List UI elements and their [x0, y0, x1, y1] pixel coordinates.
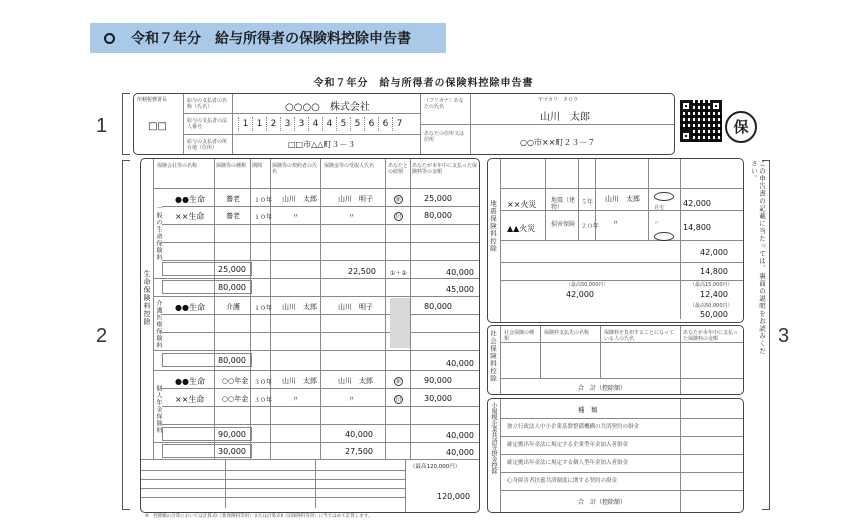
- your-name[interactable]: 山川 太郎: [540, 112, 590, 123]
- medical-holder[interactable]: 山川 太郎: [282, 303, 317, 311]
- pension-row1-period[interactable]: ３０年: [254, 379, 273, 386]
- quake-calc-max: （最高50,000円）: [566, 282, 609, 288]
- pension-row1-company[interactable]: ●●生命: [175, 377, 205, 386]
- medical-company[interactable]: ●●生命: [175, 303, 205, 312]
- social-header-payee: 保険料支払先の名称: [544, 330, 590, 336]
- payer-name-label: 給与の支払者の名称（氏名）: [187, 98, 228, 110]
- medical-recipient[interactable]: 山川 明子: [338, 303, 373, 311]
- bracket-1: [122, 93, 130, 155]
- quake-calc-a[interactable]: 42,000: [566, 290, 594, 299]
- life-section-label: 生命保険料控除: [143, 270, 151, 326]
- section-number-3: 3: [778, 325, 790, 347]
- life-column-header: あなたとの続柄: [388, 163, 409, 175]
- quake-row1-recipient[interactable]: 自宅: [654, 205, 665, 211]
- medical-period[interactable]: １０年: [254, 305, 273, 312]
- life-row1-type[interactable]: 養老: [226, 195, 240, 203]
- quake-row1-company[interactable]: ××火災: [507, 200, 537, 209]
- payer-number-label: 給与の支払者の法人番号: [187, 118, 228, 130]
- payer-number-digit[interactable]: 6: [364, 117, 378, 131]
- life-row2-company[interactable]: ××生命: [175, 212, 205, 221]
- earthquake-section-label: 地震保険料控除: [489, 200, 497, 253]
- quake-row1-type[interactable]: 地震（建物）: [551, 197, 576, 211]
- pension-label: 個人年金保険料: [155, 385, 162, 434]
- life-row1-amount[interactable]: 25,000: [424, 194, 452, 203]
- pension-calc[interactable]: 40,000: [345, 430, 373, 439]
- quake-row2-kind[interactable]: [654, 232, 674, 241]
- payer-address-label: 給与の支払者の所在地（住所）: [187, 139, 228, 151]
- form-title: 令和７年分 給与所得者の保険料控除申告書: [313, 78, 534, 89]
- life-row1-recipient[interactable]: 山川 明子: [338, 195, 373, 203]
- social-section-label: 社会保険料控除: [489, 330, 497, 383]
- social-header-amount: あなたが本年中に支払った保険料の金額: [683, 330, 739, 342]
- payer-number-digit[interactable]: 2: [266, 117, 280, 131]
- general-total[interactable]: 40,000: [446, 268, 474, 277]
- banner-title: 令和７年分 給与所得者の保険料控除申告書: [131, 31, 411, 47]
- life-row1-company[interactable]: ●●生命: [175, 195, 205, 204]
- life-row2-holder[interactable]: 〃: [292, 212, 299, 220]
- quake-row2-type[interactable]: 損害保険: [551, 221, 576, 228]
- pension-row2-type[interactable]: ○○年金: [222, 395, 249, 403]
- grand-total-max: （最高120,000円）: [410, 464, 461, 470]
- address-label: あなたの住所又は居所: [424, 131, 465, 143]
- life-column-header: 期間: [252, 163, 263, 169]
- medical-type[interactable]: 介護: [226, 303, 240, 311]
- pension-total-2[interactable]: 40,000: [446, 448, 474, 457]
- payer-number-digit[interactable]: 1: [238, 117, 252, 131]
- general-total-2[interactable]: 45,000: [446, 285, 474, 294]
- payer-name[interactable]: ○○○○ 株式会社: [285, 102, 370, 113]
- sb-item-1: 独立行政法人中小企業基盤整備機構の共済契約の掛金: [507, 424, 640, 430]
- payer-number-digit[interactable]: 4: [308, 117, 322, 131]
- quake-row1-kind[interactable]: [654, 192, 674, 201]
- bracket-2: [122, 160, 130, 510]
- payer-number-digit[interactable]: 5: [336, 117, 350, 131]
- quake-total[interactable]: 50,000: [700, 310, 728, 319]
- payer-number-digit[interactable]: 3: [294, 117, 308, 131]
- life-column-header: あなたが本年中に支払った保険料等の金額: [412, 163, 478, 175]
- payer-address[interactable]: □□市△△町３－３: [288, 140, 356, 149]
- quake-row2-holder[interactable]: 〃: [612, 219, 619, 227]
- pension-row2-holder[interactable]: 〃: [292, 395, 299, 403]
- pension-row2-period[interactable]: ３０年: [254, 397, 273, 404]
- pension-row2-recipient[interactable]: 〃: [348, 395, 355, 403]
- pension-row1-amount[interactable]: 90,000: [424, 376, 452, 385]
- section-number-2: 2: [96, 325, 108, 347]
- quake-sum[interactable]: 42,000: [700, 248, 728, 257]
- pension-sum-b[interactable]: 30,000: [218, 447, 246, 456]
- sb-item-2: 確定拠出年金法に規定する企業型年金加入者掛金: [507, 442, 629, 448]
- grand-total[interactable]: 120,000: [437, 492, 471, 501]
- sb-item-4: 心身障害者扶養共済制度に関する契約の掛金: [507, 478, 618, 484]
- life-row1-kind[interactable]: 新: [395, 197, 401, 203]
- pension-row1-type[interactable]: ○○年金: [222, 377, 249, 385]
- life-row2-type[interactable]: 養老: [226, 212, 240, 220]
- seal-stamp: 保: [725, 111, 757, 143]
- quake-calc-b[interactable]: 12,400: [700, 290, 728, 299]
- pension-row2-amount[interactable]: 30,000: [424, 394, 452, 403]
- life-column-header: 保険会社等の名称: [157, 163, 198, 169]
- medical-total[interactable]: 40,000: [446, 359, 474, 368]
- medical-sum[interactable]: 80,000: [218, 356, 246, 365]
- qr-code-icon: [680, 100, 722, 142]
- life-row2-period[interactable]: １０年: [254, 214, 273, 221]
- payer-number-digit[interactable]: 6: [378, 117, 392, 131]
- page-banner: [90, 23, 446, 53]
- small-business-box: [487, 398, 744, 513]
- quake-total-max: （最高50,000円）: [690, 303, 733, 309]
- quake-row1-amount[interactable]: 42,000: [683, 199, 711, 208]
- side-note: この申告書の記載に当たっては、裏面の説明をお読みください。: [750, 160, 766, 355]
- quake-row2-recipient[interactable]: 〃: [654, 221, 660, 227]
- payer-number-digit[interactable]: 1: [252, 117, 266, 131]
- pension-row2-company[interactable]: ××生命: [175, 395, 205, 404]
- social-total-label: 合 計（控除額）: [578, 385, 627, 392]
- life-row1-period[interactable]: １０年: [254, 197, 273, 204]
- life-footnote: ※ 控除額の計算においては計算式Ⅰ（新保険料等用）または計算式Ⅱ（旧保険料等用）に当てはめて計算します。: [145, 514, 373, 519]
- payer-number-digit[interactable]: 7: [392, 117, 406, 131]
- section-number-1: 1: [96, 115, 108, 137]
- life-column-header: 保険等の種類: [216, 163, 247, 169]
- pension-row2-kind[interactable]: 旧: [395, 397, 401, 403]
- small-business-header: 種 類: [578, 406, 598, 414]
- quake-row1-period[interactable]: ５年: [581, 199, 594, 206]
- quake-row2-amount[interactable]: 14,800: [683, 223, 711, 232]
- life-column-header: 保険金等の受取人氏名: [324, 163, 375, 169]
- general-sum-b[interactable]: 80,000: [218, 283, 246, 292]
- pension-calc-2[interactable]: 27,500: [345, 447, 373, 456]
- payer-number-digit[interactable]: 4: [322, 117, 336, 131]
- quake-row1-holder[interactable]: 山川 太郎: [605, 195, 640, 203]
- general-life-label: 一般の生命保険料: [155, 205, 162, 261]
- life-column-header: 保険等の契約者の氏名: [272, 163, 318, 175]
- payer-number-digit[interactable]: 5: [350, 117, 364, 131]
- office-label: 所轄税務署長: [137, 97, 168, 103]
- furigana-value[interactable]: ヤマカワ タロウ: [538, 97, 579, 103]
- payer-number-digit[interactable]: 3: [280, 117, 294, 131]
- general-sum-a[interactable]: 25,000: [218, 265, 246, 274]
- social-header-type: 社会保険の種類: [504, 330, 535, 342]
- pension-row1-holder[interactable]: 山川 太郎: [282, 377, 317, 385]
- general-total-formula: ①＋②: [390, 270, 407, 277]
- social-header-person: 保険料を負担することになっている人の氏名: [604, 330, 675, 342]
- life-row2-amount[interactable]: 80,000: [424, 211, 452, 220]
- pension-sum-a[interactable]: 90,000: [218, 430, 246, 439]
- sb-item-3: 確定拠出年金法に規定する個人型年金加入者掛金: [507, 460, 629, 466]
- quake-calc-b-max: （最高15,000円）: [690, 282, 733, 288]
- sb-total-label: 合 計（控除額）: [578, 499, 627, 506]
- life-row1-holder[interactable]: 山川 太郎: [282, 195, 317, 203]
- quake-old-sum[interactable]: 14,800: [700, 267, 728, 276]
- medical-label: 介護医療保険料: [155, 300, 162, 349]
- general-calc-1[interactable]: 22,500: [348, 267, 376, 276]
- pension-total[interactable]: 40,000: [446, 431, 474, 440]
- medical-amount[interactable]: 80,000: [424, 302, 452, 311]
- life-row2-kind[interactable]: 旧: [395, 214, 401, 220]
- pension-row1-recipient[interactable]: 山川 太郎: [338, 377, 373, 385]
- office-value: □□: [148, 121, 167, 132]
- quake-row2-period[interactable]: ２０年: [581, 223, 600, 230]
- quake-row2-company[interactable]: ▲▲火災: [507, 224, 536, 233]
- pension-row1-kind[interactable]: 新: [395, 379, 401, 385]
- your-address[interactable]: ○○市××町２３－７: [520, 138, 596, 147]
- life-row2-recipient[interactable]: 〃: [348, 212, 355, 220]
- furigana-label: （フリガナ）あなたの氏名: [424, 98, 464, 110]
- circle-icon: [104, 33, 115, 44]
- small-business-section-label: 小規模企業共済等掛金控除: [490, 402, 497, 474]
